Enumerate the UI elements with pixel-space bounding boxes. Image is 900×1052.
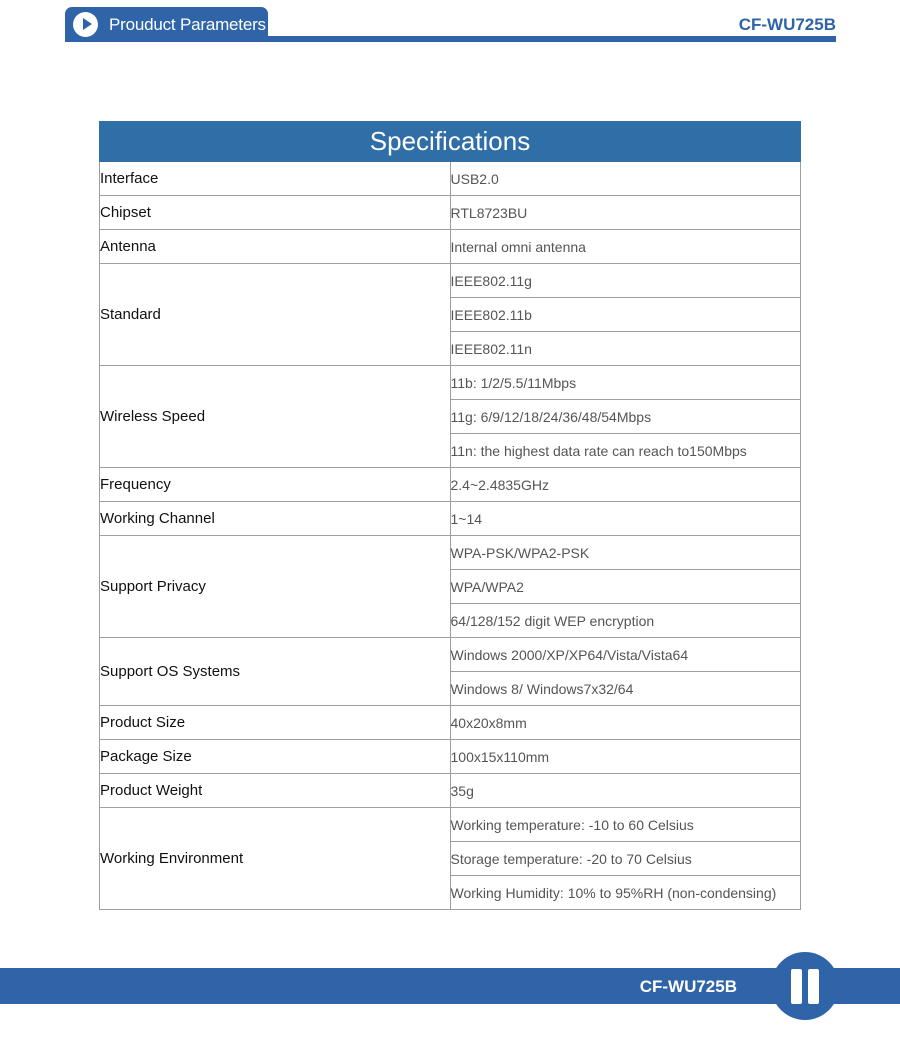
row-label: Package Size xyxy=(100,740,451,774)
table-row xyxy=(100,706,801,740)
row-value: 64/128/152 digit WEP encryption xyxy=(450,604,801,638)
table-row xyxy=(100,264,801,298)
table-row xyxy=(100,196,801,230)
row-label: Support OS Systems xyxy=(100,638,451,706)
row-label: Support Privacy xyxy=(100,536,451,638)
row-value: WPA-PSK/WPA2-PSK xyxy=(450,536,801,570)
row-value: IEEE802.11n xyxy=(450,332,801,366)
row-label: Frequency xyxy=(100,468,451,502)
row-label: Antenna xyxy=(100,230,451,264)
table-row xyxy=(100,366,801,400)
row-value: Working Humidity: 10% to 95%RH (non-condensing) xyxy=(450,876,801,910)
row-label: Wireless Speed xyxy=(100,366,451,468)
row-value: 11n: the highest data rate can reach to150Mbps xyxy=(450,434,801,468)
table-row xyxy=(100,774,801,808)
row-label: Interface xyxy=(100,162,451,196)
row-value: 2.4~2.4835GHz xyxy=(450,468,801,502)
row-value: 11g: 6/9/12/18/24/36/48/54Mbps xyxy=(450,400,801,434)
pause-icon-bar-left xyxy=(791,969,802,1004)
row-label: Chipset xyxy=(100,196,451,230)
table-row xyxy=(100,808,801,842)
table-row xyxy=(100,536,801,570)
play-icon xyxy=(73,12,98,37)
row-value: 40x20x8mm xyxy=(450,706,801,740)
table-title: Specifications xyxy=(100,122,801,162)
row-label: Product Weight xyxy=(100,774,451,808)
pause-icon-bar-right xyxy=(808,969,819,1004)
row-value: 11b: 1/2/5.5/11Mbps xyxy=(450,366,801,400)
footer-model: CF-WU725B xyxy=(639,977,737,996)
row-value: IEEE802.11b xyxy=(450,298,801,332)
row-value: RTL8723BU xyxy=(450,196,801,230)
row-label: Working Environment xyxy=(100,808,451,910)
row-value: IEEE802.11g xyxy=(450,264,801,298)
row-value: USB2.0 xyxy=(450,162,801,196)
pause-icon xyxy=(771,952,839,1020)
header-model: CF-WU725B xyxy=(738,15,836,34)
table-row xyxy=(100,468,801,502)
row-value: WPA/WPA2 xyxy=(450,570,801,604)
header-title: Prouduct Parameters xyxy=(109,15,266,34)
row-value: Internal omni antenna xyxy=(450,230,801,264)
row-label: Working Channel xyxy=(100,502,451,536)
table-row xyxy=(100,638,801,672)
table-row xyxy=(100,740,801,774)
table-row xyxy=(100,230,801,264)
row-value: 100x15x110mm xyxy=(450,740,801,774)
table-title-row xyxy=(100,122,801,162)
row-value: 1~14 xyxy=(450,502,801,536)
row-label: Standard xyxy=(100,264,451,366)
footer-bar xyxy=(0,968,900,1004)
table-row xyxy=(100,502,801,536)
specifications-table xyxy=(99,121,801,910)
header-tab xyxy=(65,7,268,41)
row-value: Storage temperature: -20 to 70 Celsius xyxy=(450,842,801,876)
table-row xyxy=(100,162,801,196)
row-value: Windows 8/ Windows7x32/64 xyxy=(450,672,801,706)
row-value: 35g xyxy=(450,774,801,808)
row-value: Working temperature: -10 to 60 Celsius xyxy=(450,808,801,842)
row-value: Windows 2000/XP/XP64/Vista/Vista64 xyxy=(450,638,801,672)
row-label: Product Size xyxy=(100,706,451,740)
